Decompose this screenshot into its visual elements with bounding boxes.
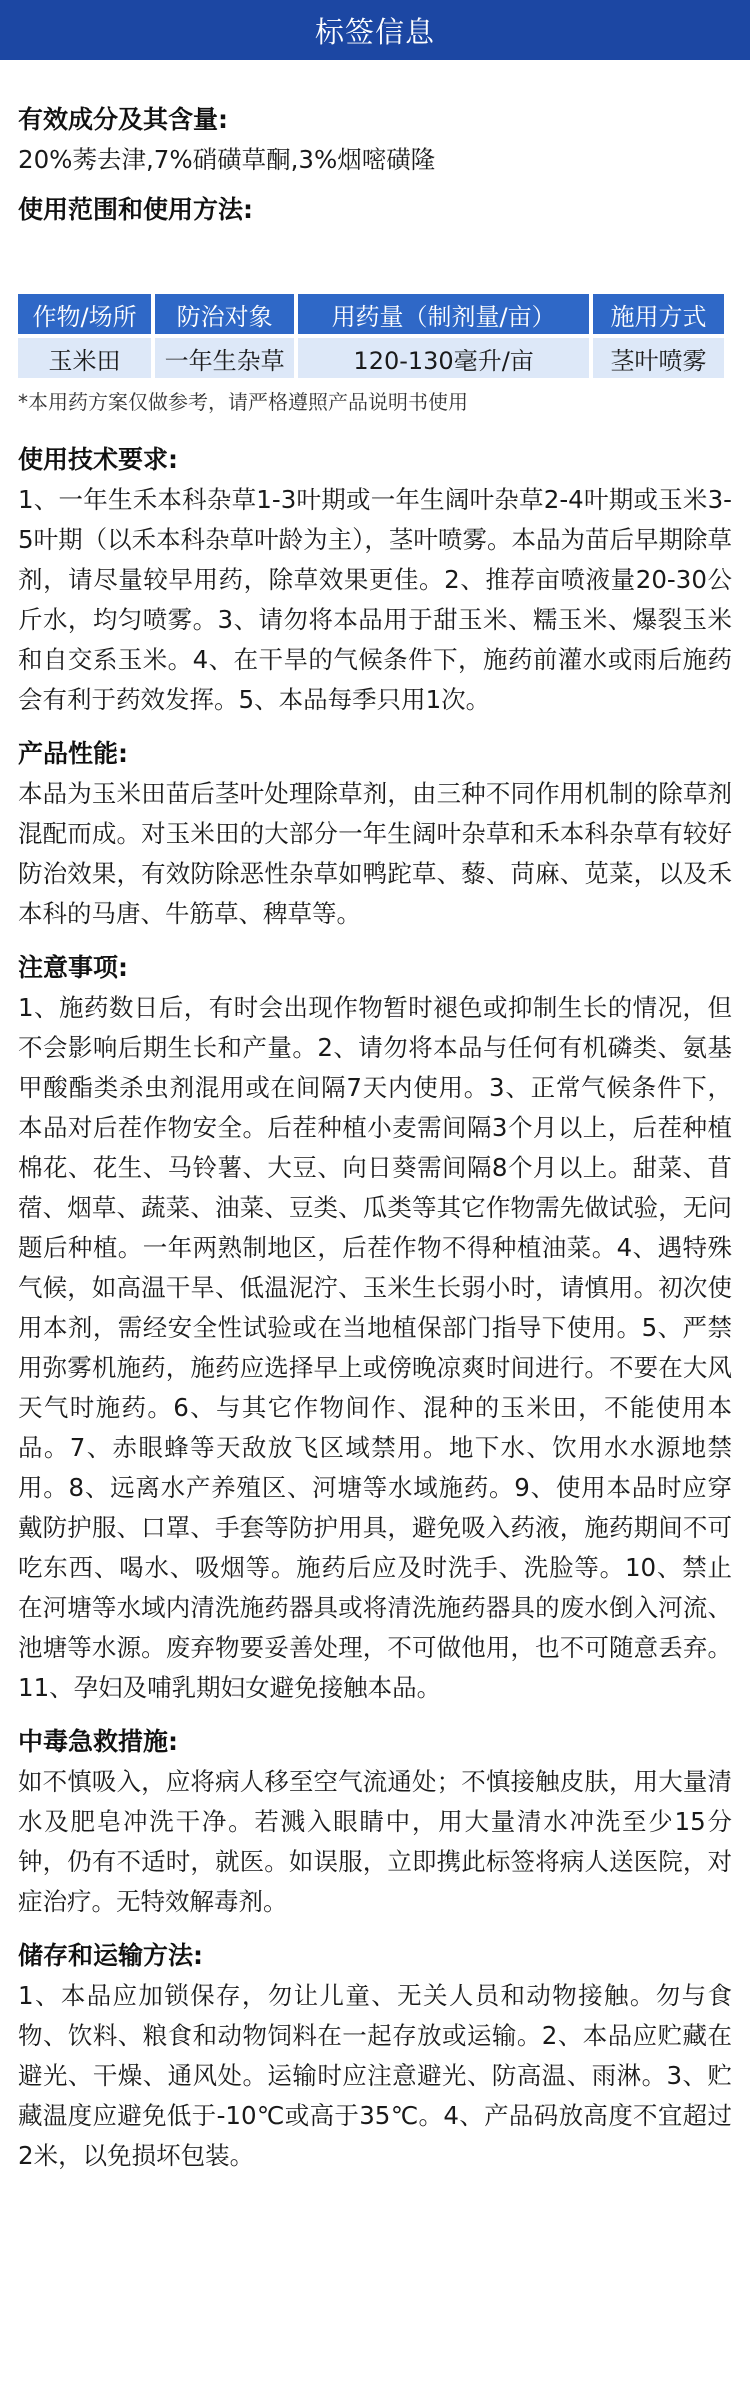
ingredients-text: 20%莠去津,7%硝磺草酮,3%烟嘧磺隆: [18, 145, 436, 174]
caution-title: 注意事项:: [18, 953, 128, 982]
ingredients-section: [18, 100, 732, 180]
label-content: [0, 100, 750, 2176]
table-cell-target: 一年生杂草: [155, 338, 294, 378]
table-cell-crop: 玉米田: [18, 338, 151, 378]
table-header-cell: 用药量（制剂量/亩）: [298, 294, 589, 334]
table-header-cell: 防治对象: [155, 294, 294, 334]
first-aid-title: 中毒急救措施:: [18, 1727, 178, 1756]
table-header-row: [18, 294, 724, 334]
table-header-cell: 施用方式: [593, 294, 724, 334]
table-row: [18, 338, 724, 378]
storage-text: 1、本品应加锁保存，勿让儿童、无关人员和动物接触。勿与食物、饮料、粮食和动物饲料在一起存放或运输。2、本品应贮藏在避光、干燥、通风处。运输时应注意避光、防高温、雨淋。3、贮藏温度应避免低于-10℃或高于35℃。4、产品码放高度不宜超过2米，以免损坏包装。: [18, 1981, 732, 2170]
page-title: 标签信息: [314, 14, 435, 49]
performance-title: 产品性能:: [18, 739, 128, 768]
caution-section: [18, 948, 732, 1708]
page-header: [0, 0, 750, 60]
table-cell-dosage: 120-130毫升/亩: [298, 338, 589, 378]
usage-table: [14, 290, 728, 382]
table-header-cell: 作物/场所: [18, 294, 151, 334]
usage-note: *本用药方案仅做参考，请严格遵照产品说明书使用: [18, 390, 468, 414]
scope-section: [18, 190, 732, 230]
first-aid-section: [18, 1722, 732, 1922]
scope-title: 使用范围和使用方法:: [18, 195, 253, 224]
first-aid-text: 如不慎吸入，应将病人移至空气流通处；不慎接触皮肤，用大量清水及肥皂冲洗干净。若溅入眼睛中，用大量清水冲洗至少15分钟，仍有不适时，就医。如误服，立即携此标签将病人送医院，对症治疗。无特效解毒剂。: [18, 1767, 732, 1916]
storage-title: 储存和运输方法:: [18, 1941, 203, 1970]
table-cell-method: 茎叶喷雾: [593, 338, 724, 378]
ingredients-title: 有效成分及其含量:: [18, 105, 228, 134]
performance-text: 本品为玉米田苗后茎叶处理除草剂，由三种不同作用机制的除草剂混配而成。对玉米田的大部分一年生阔叶杂草和禾本科杂草有较好防治效果，有效防除恶性杂草如鸭跎草、藜、苘麻、苋菜，以及禾本科的马唐、牛筋草、稗草等。: [18, 779, 732, 928]
tech-text: 1、一年生禾本科杂草1-3叶期或一年生阔叶杂草2-4叶期或玉米3-5叶期（以禾本科杂草叶龄为主），茎叶喷雾。本品为苗后早期除草剂，请尽量较早用药，除草效果更佳。2、推荐亩喷液量20-30公斤水，均匀喷雾。3、请勿将本品用于甜玉米、糯玉米、爆裂玉米和自交系玉米。4、在干旱的气候条件下，施药前灌水或雨后施药会有利于药效发挥。5、本品每季只用1次。: [18, 485, 732, 714]
tech-title: 使用技术要求:: [18, 445, 178, 474]
tech-section: [18, 440, 732, 720]
storage-section: [18, 1936, 732, 2176]
caution-text: 1、施药数日后，有时会出现作物暂时褪色或抑制生长的情况，但不会影响后期生长和产量。2、请勿将本品与任何有机磷类、氨基甲酸酯类杀虫剂混用或在间隔7天内使用。3、正常气候条件下，本品对后茬作物安全。后茬种植小麦需间隔3个月以上，后茬种植棉花、花生、马铃薯、大豆、向日葵需间隔8个月以上。甜菜、苜蓿、烟草、蔬菜、油菜、豆类、瓜类等其它作物需先做试验，无问题后种植。一年两熟制地区，后茬作物不得种植油菜。4、遇特殊气候，如高温干旱、低温泥泞、玉米生长弱小时，请慎用。初次使用本剂，需经安全性试验或在当地植保部门指导下使用。5、严禁用弥雾机施药，施药应选择早上或傍晚凉爽时间进行。不要在大风天气时施药。6、与其它作物间作、混种的玉米田，不能使用本品。7、赤眼蜂等天敌放飞区域禁用。地下水、饮用水水源地禁用。8、远离水产养殖区、河塘等水域施药。9、使用本品时应穿戴防护服、口罩、手套等防护用具，避免吸入药液，施药期间不可吃东西、喝水、吸烟等。施药后应及时洗手、洗脸等。10、禁止在河塘等水域内清洗施药器具或将清洗施药器具的废水倒入河流、池塘等水源。废弃物要妥善处理，不可做他用，也不可随意丢弃。11、孕妇及哺乳期妇女避免接触本品。: [18, 993, 732, 1702]
performance-section: [18, 734, 732, 934]
